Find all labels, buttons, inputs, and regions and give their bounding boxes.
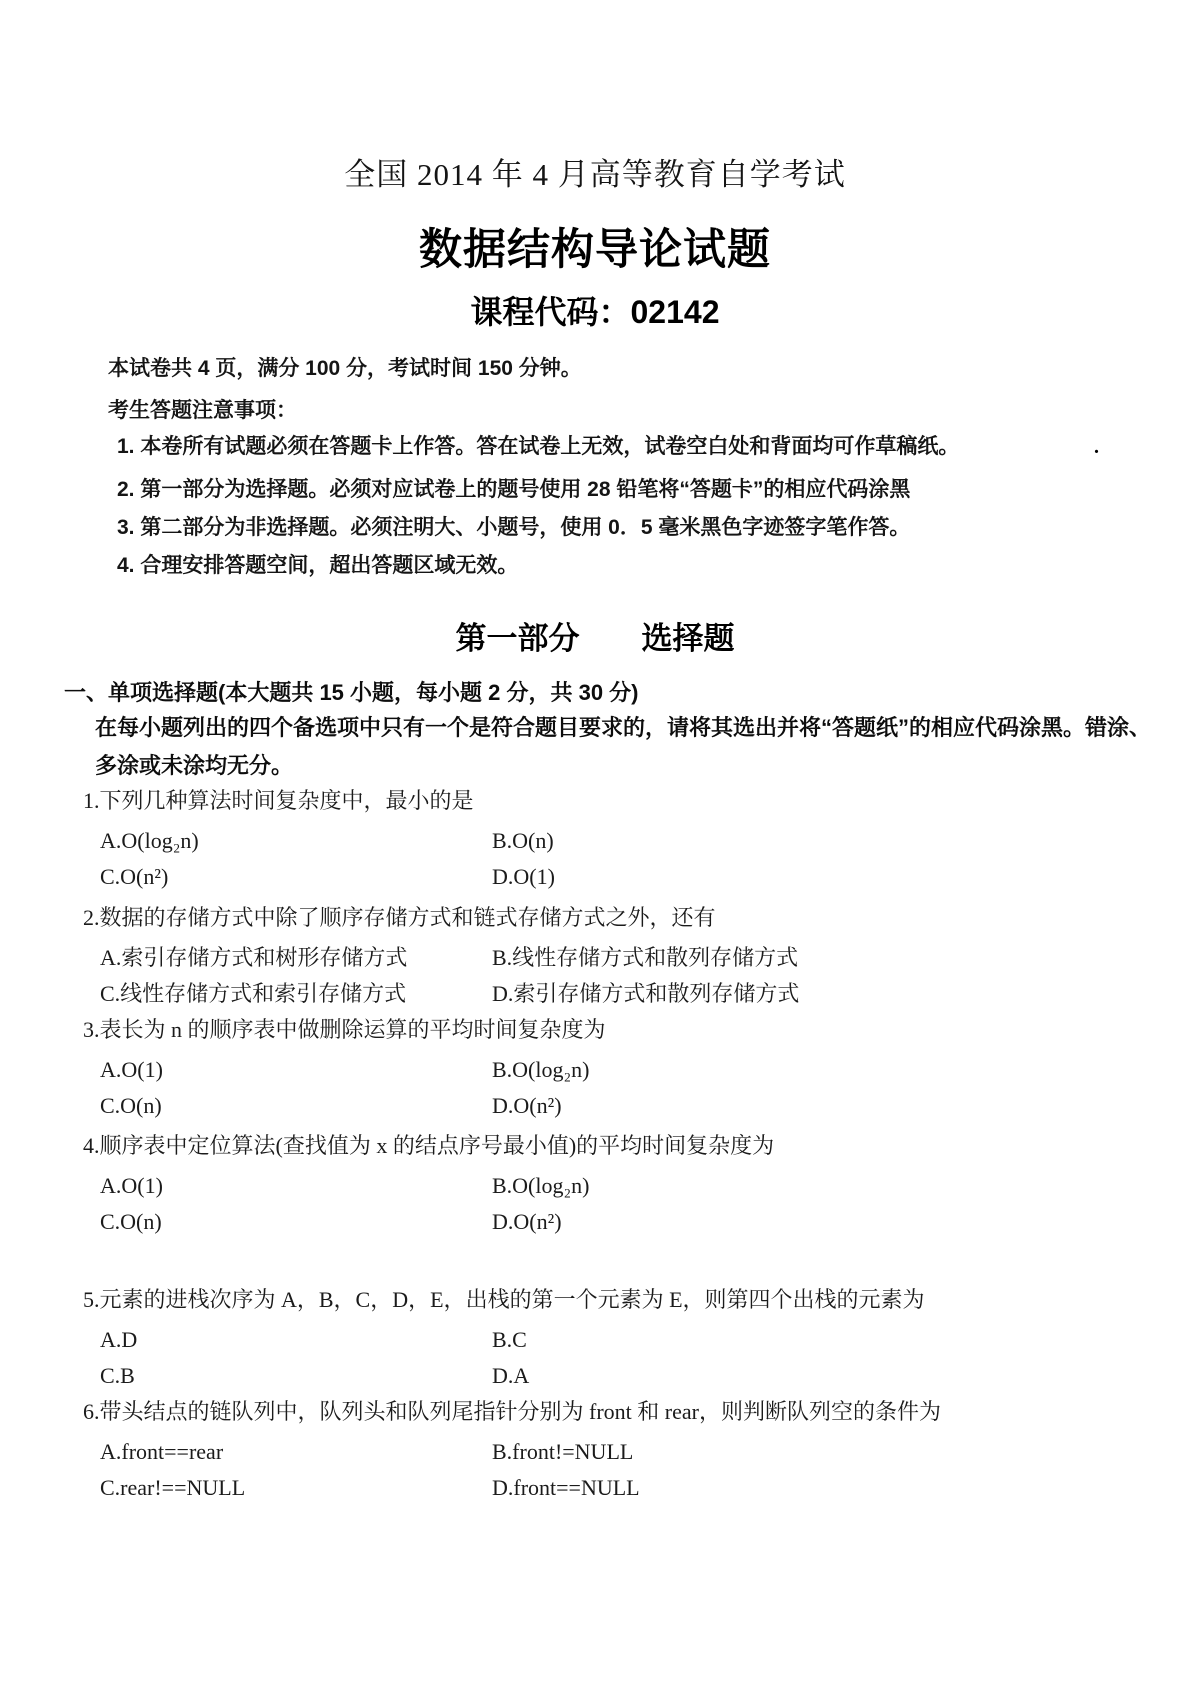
question-6-stem: 6.带头结点的链队列中，队列头和队列尾指针分别为 front 和 rear，则判断队列空的条件为 — [83, 1399, 941, 1424]
option-d: D.索引存储方式和散列存储方式 — [492, 981, 800, 1006]
option-b: B.O(log₂n) — [492, 1057, 590, 1082]
option-b: B.线性存储方式和散列存储方式 — [492, 945, 799, 970]
option-c: C.rear!==NULL — [100, 1475, 246, 1500]
exam-title: 数据结构导论试题 — [419, 226, 771, 274]
note-3: 3. 第二部分为非选择题。必须注明大、小题号，使用 0．5 毫米黑色字迹签字笔作答。 — [117, 516, 911, 539]
question-3-stem: 3.表长为 n 的顺序表中做删除运算的平均时间复杂度为 — [83, 1017, 606, 1042]
option-c: C.O(n) — [100, 1093, 162, 1118]
option-d: D.A — [492, 1363, 530, 1388]
section-title: 第一部分 选择题 — [455, 621, 735, 656]
option-b: B.front!=NULL — [492, 1439, 634, 1464]
question-6-options — [100, 1434, 1133, 1506]
option-c: C.O(n) — [100, 1209, 162, 1234]
intro-line-2: 多涂或未涂均无分。 — [95, 753, 294, 778]
stray-period-mark: . — [1094, 436, 1099, 458]
option-b: B.C — [492, 1327, 527, 1352]
question-4 — [83, 1129, 1133, 1240]
option-row — [100, 940, 1133, 976]
option-d: D.O(1) — [492, 864, 555, 889]
question-6 — [83, 1395, 1133, 1506]
option-a: A.索引存储方式和树形存储方式 — [100, 945, 408, 970]
notes-heading: 考生答题注意事项： — [108, 399, 297, 422]
option-a: A.O(1) — [100, 1057, 163, 1082]
option-row — [100, 1168, 1133, 1204]
option-c: C.线性存储方式和索引存储方式 — [100, 981, 407, 1006]
option-a: A.O(1) — [100, 1173, 163, 1198]
question-2 — [83, 901, 1133, 1012]
option-row — [100, 1204, 1133, 1240]
option-d: D.O(n²) — [492, 1093, 562, 1118]
question-1-stem: 1.下列几种算法时间复杂度中，最小的是 — [83, 788, 474, 813]
question-5 — [83, 1283, 1133, 1394]
question-4-stem: 4.顺序表中定位算法(查找值为 x 的结点序号最小值)的平均时间复杂度为 — [83, 1133, 775, 1158]
question-2-stem: 2.数据的存储方式中除了顺序存储方式和链式存储方式之外，还有 — [83, 905, 716, 930]
note-1: 1. 本卷所有试题必须在答题卡上作答。答在试卷上无效，试卷空白处和背面均可作草稿纸。 — [117, 435, 960, 458]
option-c: C.O(n²) — [100, 864, 169, 889]
option-d: D.front==NULL — [492, 1475, 640, 1500]
question-3 — [83, 1013, 1133, 1124]
option-c: C.B — [100, 1363, 135, 1388]
question-5-stem: 5.元素的进栈次序为 A，B，C，D，E，出栈的第一个元素为 E，则第四个出栈的元素为 — [83, 1287, 925, 1312]
question-1 — [83, 784, 1133, 895]
option-row — [100, 823, 1133, 859]
option-row — [100, 859, 1133, 895]
question-2-options — [100, 940, 1133, 1012]
option-a: A.O(log₂n) — [100, 828, 199, 853]
question-1-options — [100, 823, 1133, 895]
question-5-options — [100, 1322, 1133, 1394]
note-2: 2. 第一部分为选择题。必须对应试卷上的题号使用 28 铅笔将“答题卡”的相应代码涂黑 — [117, 478, 911, 501]
course-code: 课程代码：02142 — [470, 294, 720, 330]
exam-session-title: 全国 2014 年 4 月高等教育自学考试 — [344, 157, 846, 192]
question-4-options — [100, 1168, 1133, 1240]
option-d: D.O(n²) — [492, 1209, 562, 1234]
option-row — [100, 1322, 1133, 1358]
option-row — [100, 1052, 1133, 1088]
option-a: A.D — [100, 1327, 138, 1352]
group-heading: 一、单项选择题(本大题共 15 小题，每小题 2 分，共 30 分) — [64, 680, 639, 705]
option-row — [100, 1470, 1133, 1506]
question-3-options — [100, 1052, 1133, 1124]
option-b: B.O(log₂n) — [492, 1173, 590, 1198]
intro-line-1: 在每小题列出的四个备选项中只有一个是符合题目要求的，请将其选出并将“答题纸”的相应代码涂黑。错涂、 — [95, 715, 1152, 740]
option-b: B.O(n) — [492, 828, 554, 853]
option-row — [100, 1434, 1133, 1470]
paper-summary: 本试卷共 4 页，满分 100 分，考试时间 150 分钟。 — [108, 357, 582, 380]
option-row — [100, 1088, 1133, 1124]
option-row — [100, 1358, 1133, 1394]
option-a: A.front==rear — [100, 1439, 224, 1464]
option-row — [100, 976, 1133, 1012]
note-4: 4. 合理安排答题空间，超出答题区域无效。 — [117, 554, 519, 577]
